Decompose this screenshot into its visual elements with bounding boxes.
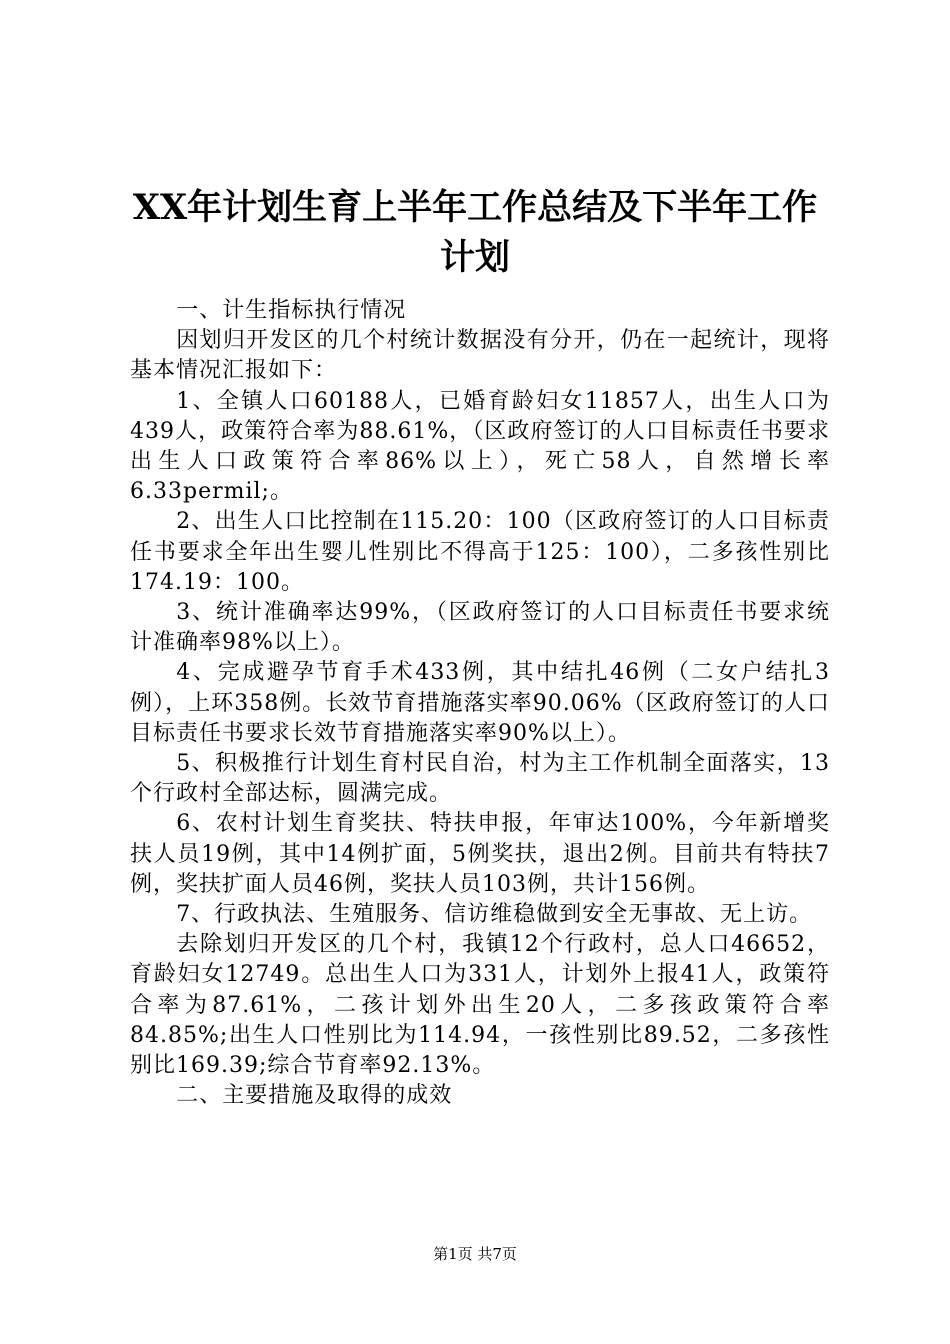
paragraph: 因划归开发区的几个村统计数据没有分开，仍在一起统计，现将基本情况汇报如下： xyxy=(130,328,830,384)
paragraph: 7、行政执法、生殖服务、信访维稳做到安全无事故、无上访。 xyxy=(176,902,813,928)
page-footer: 第1页 共7页 xyxy=(433,1245,517,1263)
paragraph: 2、出生人口比控制在115.20：100（区政府签订的人口目标责任书要求全年出生婴儿性别比不得高于125：100），二多孩性别比174.19：100。 xyxy=(130,509,830,595)
paragraph: 6、农村计划生育奖扶、特扶申报，年审达100%，今年新增奖扶人员19例，其中14例扩面，5例奖扶，退出2例。目前共有特扶7例，奖扶扩面人员46例，奖扶人员103例，共计156例。 xyxy=(130,811,830,897)
paragraph: 4、完成避孕节育手术433例，其中结扎46例（二女户结扎3例），上环358例。长效节育措施落实率90.06%（区政府签订的人口目标责任书要求长效节育措施落实率90%以上）。 xyxy=(130,660,830,746)
paragraph: 5、积极推行计划生育村民自治，村为主工作机制全面落实，13个行政村全部达标，圆满完成。 xyxy=(130,751,830,807)
section-heading: 一、计生指标执行情况 xyxy=(176,298,407,323)
paragraph: 1、全镇人口60188人，已婚育龄妇女11857人，出生人口为439人，政策符合率为88.61%，（区政府签订的人口目标责任书要求出生人口政策符合率86%以上），死亡58人，自然增长率6.33permil;。 xyxy=(130,388,830,505)
paragraph: 3、统计准确率达99%，（区政府签订的人口目标责任书要求统计准确率98%以上）。 xyxy=(130,600,830,656)
paragraph: 去除划归开发区的几个村，我镇12个行政村，总人口46652，育龄妇女12749。总出生人口为331人，计划外上报41人，政策符合率为87.61%，二孩计划外出生20人，二多孩政策符合率84.85%;出生人口性别比为114.94，一孩性别比89.52，二多孩性别比169.39;综合节育率92.13%。 xyxy=(130,932,830,1079)
document-title-line-2: 计划 xyxy=(439,237,510,278)
document-body xyxy=(130,296,830,1111)
section-heading: 二、主要措施及取得的成效 xyxy=(176,1083,453,1109)
document-title-line-1: XX年计划生育上半年工作总结及下半年工作 xyxy=(132,187,818,228)
